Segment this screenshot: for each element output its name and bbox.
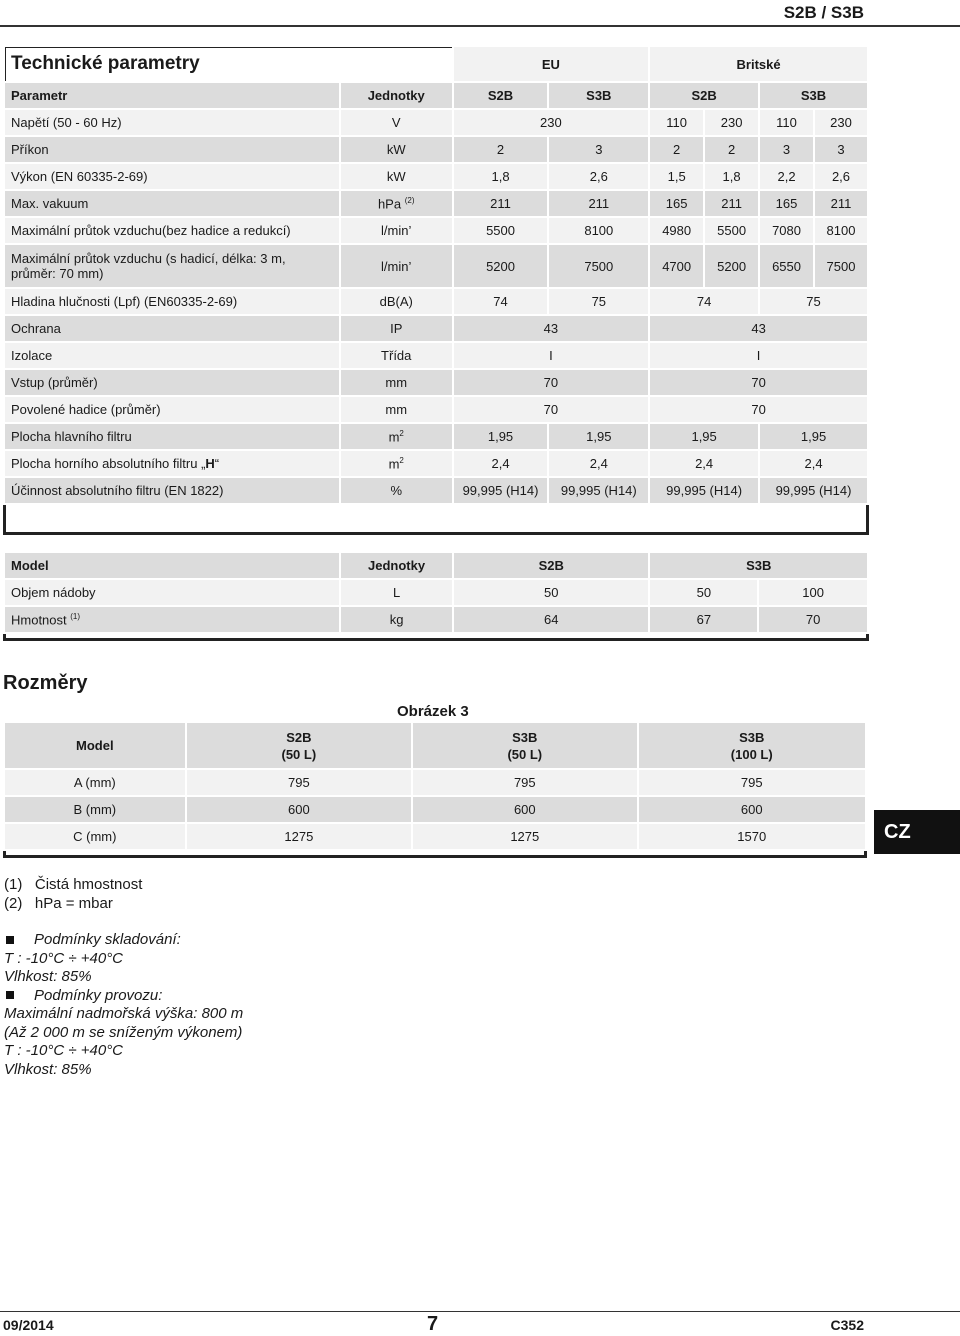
cell: 600	[412, 796, 637, 823]
document-code: C352	[830, 1317, 864, 1333]
row-label: Ochrana	[4, 315, 340, 342]
cell: 70	[453, 369, 650, 396]
cell: 67	[649, 606, 758, 633]
table-row	[4, 163, 868, 190]
table-row	[4, 217, 868, 244]
row-unit: dB(A)	[340, 288, 453, 315]
cell: 4700	[649, 244, 704, 288]
unit-text: m	[388, 429, 400, 445]
footnote-1	[4, 876, 243, 895]
col-s2b-uk: S2B	[649, 82, 759, 109]
cell: 5200	[453, 244, 549, 288]
col-line2: (50 L)	[281, 746, 317, 762]
label-text: Plocha horního absolutního filtru „	[11, 456, 206, 471]
cell: 3	[548, 136, 649, 163]
cell: 110	[759, 109, 814, 136]
page-number: 7	[427, 1313, 439, 1335]
cell: 99,995 (H14)	[649, 477, 759, 504]
cell: 1,8	[704, 163, 759, 190]
row-label: Izolace	[4, 342, 340, 369]
cell: 3	[759, 136, 814, 163]
row-unit: Třída	[340, 342, 453, 369]
header-rule	[0, 25, 960, 27]
row-label: Plocha hlavního filtru	[4, 423, 340, 450]
storage-conditions-title	[4, 931, 243, 950]
cell: 70	[758, 606, 868, 633]
row-label: Příkon	[4, 136, 340, 163]
cell: 1,8	[453, 163, 549, 190]
col-line2: (50 L)	[507, 746, 543, 762]
cell: 5500	[453, 217, 549, 244]
label-bold: H	[205, 456, 215, 471]
table-row	[4, 109, 868, 136]
cell: 1,95	[759, 423, 868, 450]
operating-altitude: Maximální nadmořská výška: 800 m	[4, 1005, 244, 1022]
cell: 100	[758, 579, 868, 606]
unit-exponent: 2	[399, 428, 404, 438]
storage-humidity: Vlhkost: 85%	[4, 968, 92, 985]
row-label: Hladina hlučnosti (Lpf) (EN60335-2-69)	[4, 288, 340, 315]
label-end: “	[214, 456, 220, 471]
col-param: Parametr	[4, 82, 340, 109]
cell: 230	[704, 109, 759, 136]
tech-params-table	[3, 45, 869, 505]
row-unit: mm	[340, 369, 453, 396]
unit-text: hPa	[377, 196, 402, 212]
col-line1: S2B	[286, 729, 312, 745]
operating-conditions-title	[4, 987, 243, 1006]
table-row	[4, 606, 868, 633]
row-unit: IP	[340, 315, 453, 342]
row-unit	[340, 190, 453, 217]
col-s3b-50	[412, 722, 637, 769]
cell: 795	[412, 769, 637, 796]
cell: 1275	[186, 823, 412, 850]
table-row	[4, 369, 868, 396]
cell: 795	[186, 769, 412, 796]
col-s2b-eu: S2B	[453, 82, 549, 109]
footnote-text: hPa = mbar	[34, 894, 113, 912]
row-label: Objem nádoby	[4, 579, 340, 606]
bullet-square-icon	[6, 936, 14, 944]
cell: 2,6	[814, 163, 868, 190]
model-table	[3, 551, 869, 634]
table-row	[4, 315, 868, 342]
dims-header-row	[4, 722, 866, 769]
cell: 2,4	[453, 450, 549, 477]
cell: 50	[453, 579, 649, 606]
row-label: Maximální průtok vzduchu(bez hadice a redukcí)	[4, 217, 340, 244]
footnote-number: (2)	[4, 894, 23, 912]
table-row	[4, 450, 868, 477]
storage-title-text: Podmínky skladování:	[34, 931, 181, 948]
row-label	[4, 606, 340, 633]
cell: 2,6	[548, 163, 649, 190]
row-unit: kg	[340, 606, 453, 633]
storage-temperature: T : -10°C ÷ +40°C	[4, 949, 124, 967]
footnote-ref: (1)	[70, 611, 81, 621]
row-label: A (mm)	[4, 769, 186, 796]
table-row	[4, 342, 868, 369]
row-unit: kW	[340, 163, 453, 190]
cell: 6550	[759, 244, 814, 288]
row-label-line2: průměr: 70 mm)	[11, 266, 104, 281]
table-row	[4, 190, 868, 217]
col-s3b-eu: S3B	[548, 82, 649, 109]
cell: 70	[453, 396, 650, 423]
cell: 43	[649, 315, 868, 342]
footnote-text: Čistá hmostnost	[34, 876, 143, 893]
operating-temperature: T : -10°C ÷ +40°C	[4, 1042, 124, 1059]
cell: 600	[186, 796, 412, 823]
cell: 2	[453, 136, 549, 163]
tech-title: Technické parametry	[4, 46, 453, 82]
table-row	[4, 769, 866, 796]
row-unit: mm	[340, 396, 453, 423]
operating-humidity: Vlhkost: 85%	[4, 1060, 92, 1078]
col-units: Jednotky	[340, 552, 453, 579]
tech-header-row	[4, 82, 868, 109]
col-s3b: S3B	[649, 552, 868, 579]
table-row	[4, 579, 868, 606]
table-row	[4, 823, 866, 850]
row-label: Max. vakuum	[4, 190, 340, 217]
row-unit: L	[340, 579, 453, 606]
footer-rule	[0, 1311, 960, 1312]
unit-text: m	[388, 456, 400, 472]
cell: 2,4	[649, 450, 759, 477]
cell: 7500	[548, 244, 649, 288]
dimensions-table	[3, 721, 867, 851]
cell: 70	[649, 396, 868, 423]
table-row	[4, 477, 868, 504]
cell: 5500	[704, 217, 759, 244]
cell: 5200	[704, 244, 759, 288]
cell: 99,995 (H14)	[759, 477, 868, 504]
cell: 2	[704, 136, 759, 163]
cell: 7080	[759, 217, 814, 244]
cell: 99,995 (H14)	[453, 477, 549, 504]
table-row	[4, 423, 868, 450]
col-model: Model	[4, 552, 340, 579]
table-row	[4, 244, 868, 288]
col-model: Model	[4, 722, 186, 769]
row-label-line1: Maximální průtok vzduchu (s hadicí, délka: 3 m,	[11, 251, 286, 266]
operating-title-text: Podmínky provozu:	[34, 986, 163, 1004]
cell: 211	[453, 190, 549, 217]
cell: 211	[548, 190, 649, 217]
cell: 2,4	[548, 450, 649, 477]
cell: 3	[814, 136, 868, 163]
cell: 2,4	[759, 450, 868, 477]
col-s2b: S2B	[453, 552, 649, 579]
row-label: Napětí (50 - 60 Hz)	[4, 109, 340, 136]
row-label	[4, 450, 340, 477]
bullet-square-icon	[6, 991, 14, 999]
row-label: Vstup (průměr)	[4, 369, 340, 396]
row-unit	[340, 450, 453, 477]
cell: 2,2	[759, 163, 814, 190]
cell: 211	[704, 190, 759, 217]
cell: 75	[548, 288, 649, 315]
table-row	[4, 288, 868, 315]
row-unit: l/min’	[340, 244, 453, 288]
col-s3b-100	[638, 722, 866, 769]
cell: I	[453, 342, 650, 369]
footnote-number: (1)	[4, 876, 23, 893]
row-label: Účinnost absolutního filtru (EN 1822)	[4, 477, 340, 504]
cell: 75	[759, 288, 868, 315]
cell: 4980	[649, 217, 704, 244]
cell: 600	[638, 796, 866, 823]
row-label: Povolené hadice (průměr)	[4, 396, 340, 423]
row-label: C (mm)	[4, 823, 186, 850]
table-row	[4, 136, 868, 163]
col-line1: S3B	[512, 729, 538, 745]
section-title-dimensions: Rozměry	[3, 672, 88, 694]
cell: 1275	[412, 823, 637, 850]
cell: 165	[649, 190, 704, 217]
cell: I	[649, 342, 868, 369]
cell: 795	[638, 769, 866, 796]
cell: 74	[453, 288, 549, 315]
cell: 70	[649, 369, 868, 396]
cell: 110	[649, 109, 704, 136]
footnote-ref: (2)	[404, 195, 415, 205]
document-model-title: S2B / S3B	[783, 3, 864, 22]
cell: 64	[453, 606, 649, 633]
cell: 1,95	[453, 423, 549, 450]
cell: 7500	[814, 244, 868, 288]
cell: 165	[759, 190, 814, 217]
footnote-2	[4, 895, 243, 914]
footer-date: 09/2014	[3, 1317, 54, 1333]
col-units: Jednotky	[340, 82, 453, 109]
cell: 8100	[548, 217, 649, 244]
operating-altitude-note: (Až 2 000 m se sníženým výkonem)	[4, 1023, 243, 1041]
cell: 43	[453, 315, 650, 342]
cell: 74	[649, 288, 759, 315]
unit-exponent: 2	[399, 455, 404, 465]
group-eu: EU	[453, 46, 650, 82]
row-label: Výkon (EN 60335-2-69)	[4, 163, 340, 190]
row-unit: l/min’	[340, 217, 453, 244]
group-uk: Britské	[649, 46, 868, 82]
cell: 1570	[638, 823, 866, 850]
figure-title: Obrázek 3	[397, 703, 469, 720]
col-line2: (100 L)	[730, 746, 773, 762]
table-row	[4, 396, 868, 423]
cell: 230	[814, 109, 868, 136]
cell: 211	[814, 190, 868, 217]
table-row	[4, 796, 866, 823]
row-unit	[340, 423, 453, 450]
row-label: B (mm)	[4, 796, 186, 823]
cell: 2	[649, 136, 704, 163]
row-unit: V	[340, 109, 453, 136]
row-unit: %	[340, 477, 453, 504]
notes	[4, 876, 243, 1079]
row-unit: kW	[340, 136, 453, 163]
col-s2b-50	[186, 722, 412, 769]
cell: 1,95	[548, 423, 649, 450]
col-line1: S3B	[739, 729, 765, 745]
model-header-row	[4, 552, 868, 579]
row-label	[4, 244, 340, 288]
cell: 8100	[814, 217, 868, 244]
cell: 1,95	[649, 423, 759, 450]
cell: 230	[453, 109, 650, 136]
col-s3b-uk: S3B	[759, 82, 868, 109]
language-tab: CZ	[874, 810, 960, 854]
cell: 50	[649, 579, 758, 606]
label-text: Hmotnost	[11, 612, 67, 628]
cell: 99,995 (H14)	[548, 477, 649, 504]
cell: 1,5	[649, 163, 704, 190]
